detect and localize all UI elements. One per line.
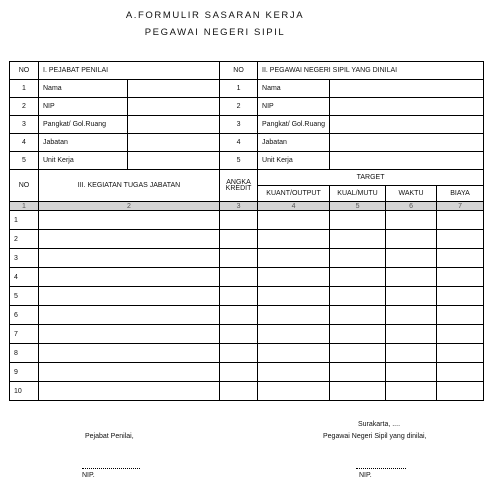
task-row-number: 2	[10, 230, 39, 249]
task-credit-cell[interactable]	[220, 211, 258, 230]
task-quantity-cell[interactable]	[258, 249, 330, 268]
task-time-cell[interactable]	[386, 344, 437, 363]
task-credit-cell[interactable]	[220, 306, 258, 325]
employee-signature-line	[356, 468, 406, 469]
task-quality-cell[interactable]	[330, 211, 386, 230]
no-header-right: NO	[220, 62, 258, 80]
task-time-cell[interactable]	[386, 230, 437, 249]
pejabat-penilai-header: I. PEJABAT PENILAI	[39, 62, 220, 80]
task-row	[10, 306, 484, 325]
task-time-cell[interactable]	[386, 211, 437, 230]
task-cost-cell[interactable]	[437, 344, 484, 363]
task-activity-header: III. KEGIATAN TUGAS JABATAN	[39, 170, 220, 202]
task-activity-cell[interactable]	[39, 363, 220, 382]
identity-row: 4 Jabatan 4 Jabatan	[10, 134, 484, 152]
employee-nip: NIP.	[359, 472, 372, 479]
column-number-row: 1 2 3 4 5 6 7	[10, 202, 484, 211]
task-row-number: 9	[10, 363, 39, 382]
task-quantity-cell[interactable]	[258, 211, 330, 230]
identity-value-field[interactable]	[128, 116, 220, 134]
task-cost-cell[interactable]	[437, 249, 484, 268]
task-row	[10, 211, 484, 230]
identity-row: 3 Pangkat/ Gol.Ruang 3 Pangkat/ Gol.Ruang	[10, 116, 484, 134]
task-row	[10, 363, 484, 382]
identity-value-field[interactable]	[128, 80, 220, 98]
task-credit-cell[interactable]	[220, 325, 258, 344]
task-activity-cell[interactable]	[39, 287, 220, 306]
task-credit-cell[interactable]	[220, 268, 258, 287]
identity-value-field[interactable]	[330, 80, 484, 98]
task-activity-cell[interactable]	[39, 230, 220, 249]
assessor-title: Pejabat Penilai,	[85, 433, 134, 440]
task-row	[10, 249, 484, 268]
identity-value-field[interactable]	[128, 152, 220, 170]
task-activity-cell[interactable]	[39, 382, 220, 401]
task-time-cell[interactable]	[386, 382, 437, 401]
identity-row: 2 NIP 2 NIP	[10, 98, 484, 116]
task-row-number: 3	[10, 249, 39, 268]
identity-label: Pangkat/ Gol.Ruang	[39, 116, 128, 134]
task-row-number: 7	[10, 325, 39, 344]
identity-row: 1 Nama 1 Nama	[10, 80, 484, 98]
task-cost-cell[interactable]	[437, 363, 484, 382]
identity-value-field[interactable]	[128, 98, 220, 116]
no-header-left: NO	[10, 62, 39, 80]
task-quality-cell[interactable]	[330, 287, 386, 306]
task-no-header: NO	[10, 170, 39, 202]
assessor-signature-line	[82, 468, 140, 469]
task-time-cell[interactable]	[386, 249, 437, 268]
task-quality-cell[interactable]	[330, 230, 386, 249]
task-row-number: 5	[10, 287, 39, 306]
task-activity-cell[interactable]	[39, 306, 220, 325]
task-cost-cell[interactable]	[437, 306, 484, 325]
task-row-number: 10	[10, 382, 39, 401]
task-row	[10, 230, 484, 249]
task-quantity-cell[interactable]	[258, 287, 330, 306]
task-cost-cell[interactable]	[437, 287, 484, 306]
identity-value-field[interactable]	[330, 152, 484, 170]
task-cost-cell[interactable]	[437, 382, 484, 401]
task-credit-cell[interactable]	[220, 363, 258, 382]
task-credit-cell[interactable]	[220, 382, 258, 401]
task-activity-cell[interactable]	[39, 344, 220, 363]
identity-label: Unit Kerja	[39, 152, 128, 170]
employee-title: Pegawai Negeri Sipil yang dinilai,	[323, 433, 427, 440]
task-row	[10, 382, 484, 401]
skp-form-table	[9, 61, 484, 401]
identity-label: Nama	[39, 80, 128, 98]
task-row	[10, 287, 484, 306]
task-credit-cell[interactable]	[220, 287, 258, 306]
task-credit-cell[interactable]	[220, 230, 258, 249]
task-cost-cell[interactable]	[437, 268, 484, 287]
task-credit-cell[interactable]	[220, 249, 258, 268]
identity-label: Jabatan	[39, 134, 128, 152]
identity-row: 5 Unit Kerja 5 Unit Kerja	[10, 152, 484, 170]
task-cost-cell[interactable]	[437, 230, 484, 249]
identity-value-field[interactable]	[128, 134, 220, 152]
identity-value-field[interactable]	[330, 116, 484, 134]
task-quantity-cell[interactable]	[258, 344, 330, 363]
task-quantity-cell[interactable]	[258, 306, 330, 325]
task-quality-cell[interactable]	[330, 268, 386, 287]
task-activity-cell[interactable]	[39, 211, 220, 230]
identity-label: Jabatan	[258, 134, 330, 152]
task-activity-cell[interactable]	[39, 325, 220, 344]
task-quantity-cell[interactable]	[258, 325, 330, 344]
identity-value-field[interactable]	[330, 134, 484, 152]
assessor-nip: NIP.	[82, 472, 95, 479]
task-quality-cell[interactable]	[330, 249, 386, 268]
target-quality-header: KUAL/MUTU	[330, 186, 386, 202]
task-quality-cell[interactable]	[330, 382, 386, 401]
task-row	[10, 325, 484, 344]
task-activity-cell[interactable]	[39, 268, 220, 287]
task-cost-cell[interactable]	[437, 325, 484, 344]
form-subtitle: PEGAWAI NEGERI SIPIL	[144, 27, 286, 38]
task-time-cell[interactable]	[386, 363, 437, 382]
task-quantity-cell[interactable]	[258, 363, 330, 382]
target-quantity-header: KUANT/OUTPUT	[258, 186, 330, 202]
identity-value-field[interactable]	[330, 98, 484, 116]
task-quantity-cell[interactable]	[258, 268, 330, 287]
task-activity-cell[interactable]	[39, 249, 220, 268]
identity-label: Unit Kerja	[258, 152, 330, 170]
task-quality-cell[interactable]	[330, 325, 386, 344]
target-time-header: WAKTU	[386, 186, 437, 202]
form-title: A.FORMULIR SASARAN KERJA	[125, 10, 305, 21]
identity-label: NIP	[258, 98, 330, 116]
task-row	[10, 268, 484, 287]
identity-label: Nama	[258, 80, 330, 98]
identity-label: Pangkat/ Gol.Ruang	[258, 116, 330, 134]
task-time-cell[interactable]	[386, 268, 437, 287]
pns-dinilai-header: II. PEGAWAI NEGERI SIPIL YANG DINILAI	[258, 62, 484, 80]
identity-label: NIP	[39, 98, 128, 116]
task-row	[10, 344, 484, 363]
task-quantity-cell[interactable]	[258, 382, 330, 401]
task-row-number: 8	[10, 344, 39, 363]
place-date: Surakarta, ....	[358, 421, 401, 428]
task-quantity-cell[interactable]	[258, 230, 330, 249]
target-cost-header: BIAYA	[437, 186, 484, 202]
task-quality-cell[interactable]	[330, 363, 386, 382]
task-quality-cell[interactable]	[330, 306, 386, 325]
task-cost-cell[interactable]	[437, 211, 484, 230]
task-row-number: 1	[10, 211, 39, 230]
task-time-cell[interactable]	[386, 306, 437, 325]
task-credit-cell[interactable]	[220, 344, 258, 363]
task-time-cell[interactable]	[386, 287, 437, 306]
target-header: TARGET	[258, 170, 484, 186]
task-time-cell[interactable]	[386, 325, 437, 344]
task-quality-cell[interactable]	[330, 344, 386, 363]
task-row-number: 6	[10, 306, 39, 325]
task-row-number: 4	[10, 268, 39, 287]
credit-header: ANGKA KREDIT	[220, 170, 258, 202]
